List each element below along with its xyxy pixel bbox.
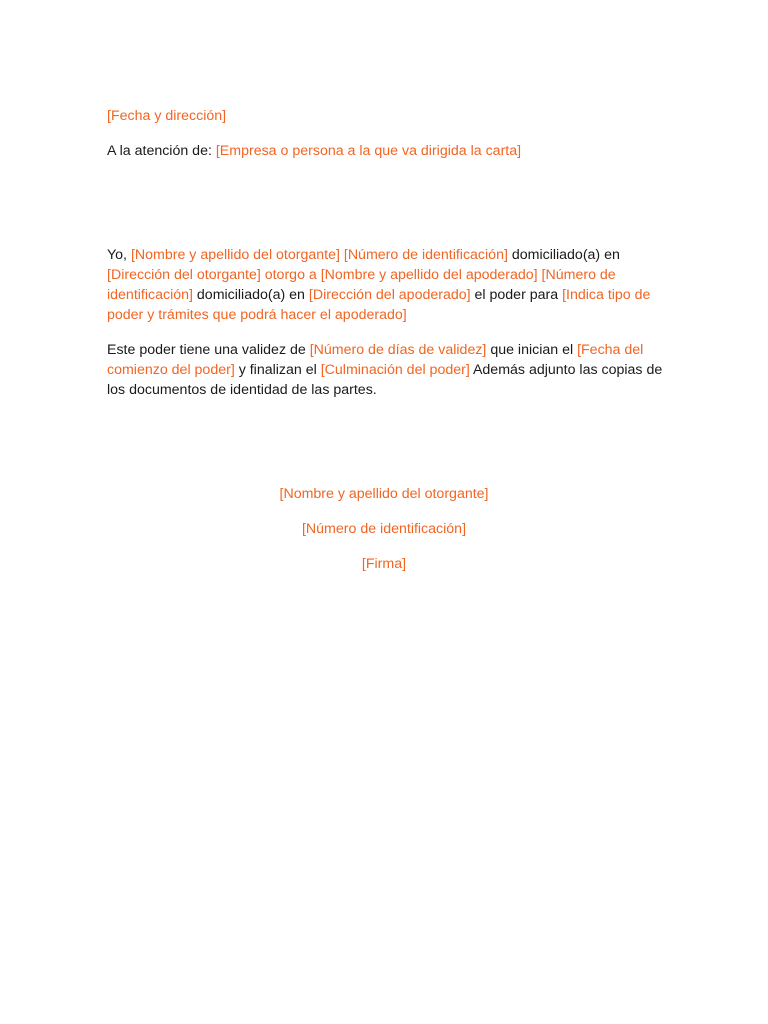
p2-segment: [Fecha del comienzo del poder]: [107, 342, 644, 378]
p2-segment: [Culminación del poder]: [320, 362, 470, 378]
p1-segment: domiciliado(a) en: [192, 287, 309, 303]
attention-line: [107, 141, 521, 161]
body-paragraph-grant: [107, 245, 667, 325]
p1-segment: domiciliado(a) en: [507, 247, 620, 263]
attention-recipient-placeholder: [Empresa o persona a la que va dirigida la carta]: [215, 143, 522, 159]
body-paragraph-validity: [107, 340, 667, 400]
signature-id-number: [Número de identificación]: [301, 521, 467, 537]
attention-prefix: A la atención de:: [107, 143, 216, 159]
p2-segment: Además adjunto las copias de los documentos de identidad de las partes.: [107, 362, 663, 398]
p1-segment: [Dirección del otorgante] otorgo a [Nombre y apellido del apoderado] [Número de identificación]: [107, 267, 616, 303]
paragraph-grant-text: [107, 245, 667, 325]
p1-segment: el poder para: [470, 287, 563, 303]
p1-segment: Yo,: [107, 247, 131, 263]
p2-segment: Este poder tiene una validez de: [107, 342, 310, 358]
p2-segment: que inician el: [486, 342, 578, 358]
date-address-placeholder: [Fecha y dirección]: [107, 108, 227, 124]
p1-segment: [Dirección del apoderado]: [308, 287, 471, 303]
paragraph-validity-text: [107, 340, 667, 400]
p2-segment: [Número de días de validez]: [309, 342, 487, 358]
signature-line: [Firma]: [361, 556, 407, 572]
p1-segment: [Indica tipo de poder y trámites que podrá hacer el apoderado]: [107, 287, 651, 323]
p1-segment: [Nombre y apellido del otorgante] [Número de identificación]: [130, 247, 508, 263]
signature-name: [Nombre y apellido del otorgante]: [279, 486, 489, 502]
p2-segment: y finalizan el: [234, 362, 321, 378]
date-address-line: [107, 106, 226, 126]
